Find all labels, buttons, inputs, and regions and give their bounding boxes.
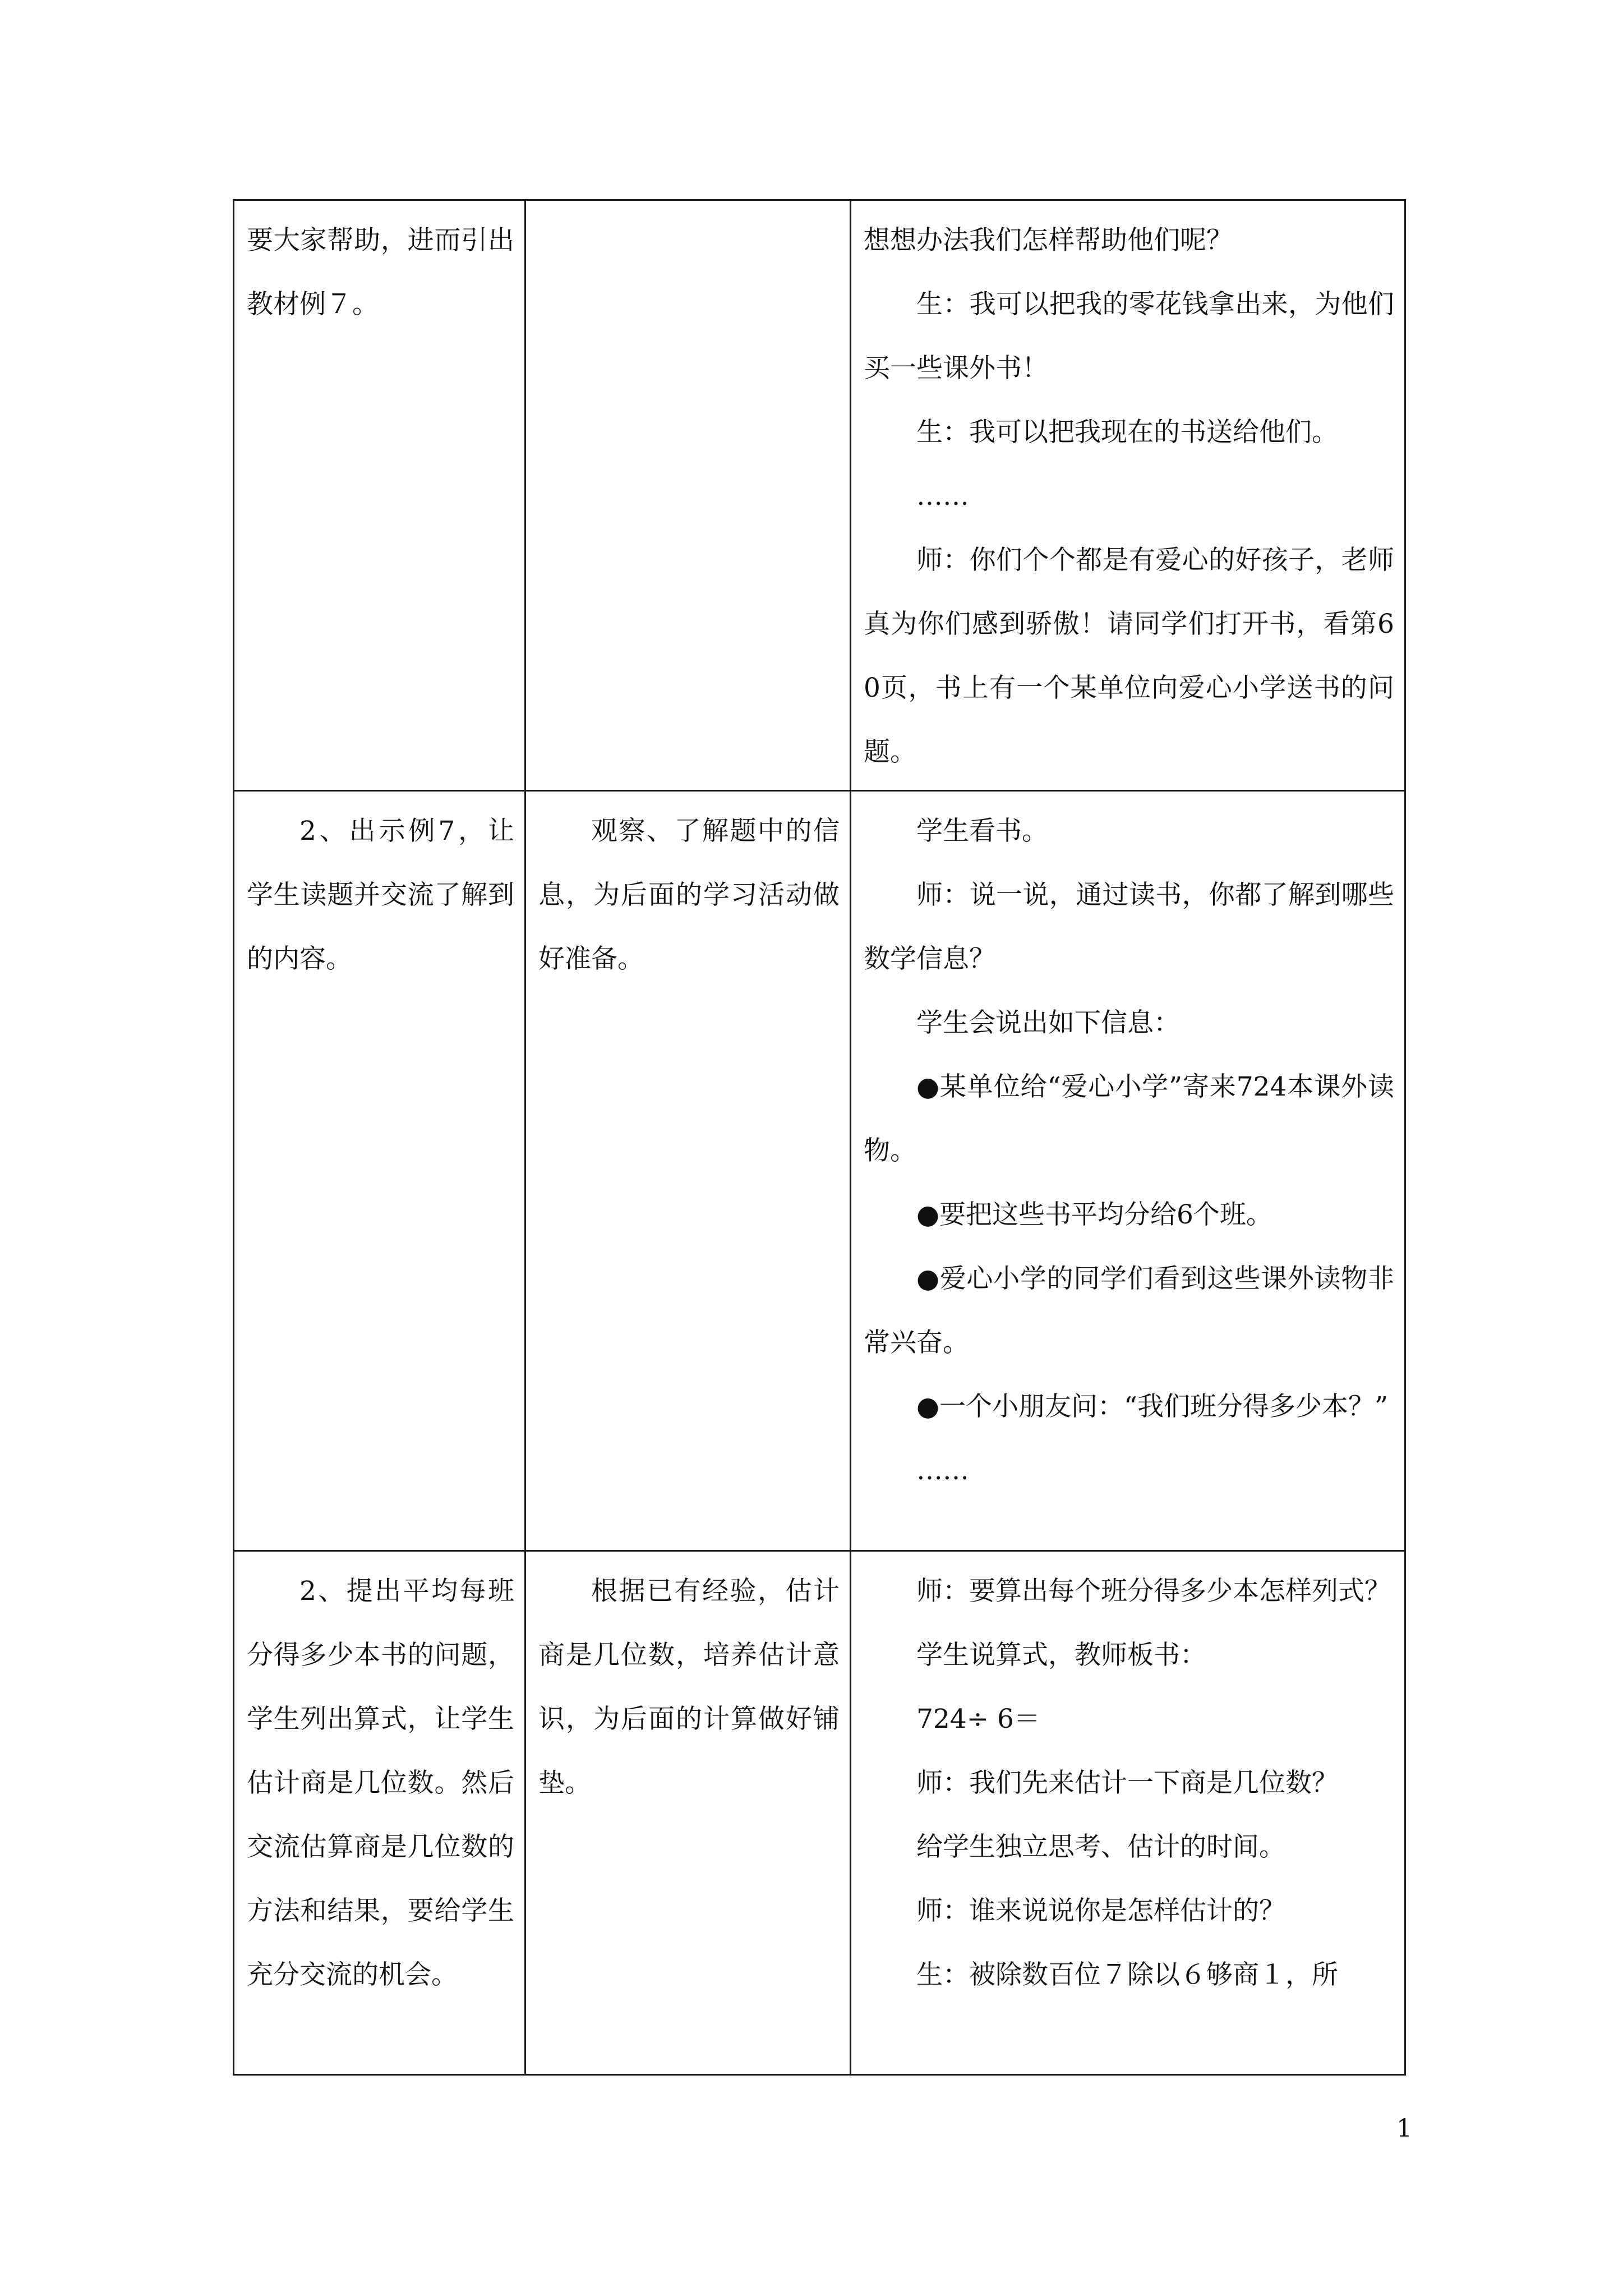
cell-paragraph: 师：我们先来估计一下商是几位数？ [916,1768,1338,1798]
cell-paragraph: 根据已有经验，估计商是几位数，培养估计意识，为后面的计算做好铺垫。 [538,1576,840,1798]
design-intent-cell [525,200,851,791]
cell-paragraph: 观察、了解题中的信息，为后面的学习活动做好准备。 [538,816,840,974]
cell-paragraph: …… [916,1455,969,1486]
lesson-plan-table [233,199,1406,2076]
design-intent-cell [525,791,851,1551]
cell-paragraph: 要大家帮助，进而引出教材例７。 [247,225,514,320]
cell-paragraph: 学生看书。 [916,816,1048,846]
teacher-activity-cell [234,1551,525,2075]
cell-paragraph: 学生说算式，教师板书： [916,1640,1206,1671]
cell-paragraph: …… [916,481,969,512]
cell-paragraph: ●爱心小学的同学们看到这些课外读物非常兴奋。 [864,1263,1394,1358]
cell-paragraph: 2、出示例7，让学生读题并交流了解到的内容。 [247,816,514,974]
cell-paragraph: 生：被除数百位７除以６够商１，所 [916,1959,1338,1990]
cell-paragraph: 想想办法我们怎样帮助他们呢？ [864,225,1233,256]
cell-paragraph: 724÷ 6＝ [916,1704,1040,1734]
cell-paragraph: 生：我可以把我的零花钱拿出来，为他们买一些课外书！ [864,289,1394,384]
teacher-activity-cell [234,200,525,791]
table-row [234,200,1405,791]
cell-paragraph: 师：要算出每个班分得多少本怎样列式？ [916,1576,1391,1607]
cell-paragraph: 师：说一说，通过读书，你都了解到哪些数学信息？ [864,880,1394,974]
cell-paragraph: ●一个小朋友问：“我们班分得多少本？” [916,1391,1389,1422]
teacher-activity-cell [234,791,525,1551]
cell-paragraph: 2、提出平均每班分得多少本书的问题，学生列出算式，让学生估计商是几位数。然后交流估算商是几位数的方法和结果，要给学生充分交流的机会。 [247,1576,514,1990]
cell-paragraph: 师：谁来说说你是怎样估计的？ [916,1895,1285,1926]
cell-paragraph: 生：我可以把我现在的书送给他们。 [916,417,1338,448]
classroom-dialogue-cell [851,200,1405,791]
table-row [234,791,1405,1551]
cell-paragraph: ●要把这些书平均分给6个班。 [916,1199,1272,1230]
cell-paragraph: 学生会说出如下信息： [916,1007,1180,1038]
cell-paragraph: ●某单位给“爱心小学”寄来724本课外读物。 [864,1071,1394,1166]
table-row [234,1551,1405,2075]
cell-paragraph: 给学生独立思考、估计的时间。 [916,1832,1285,1862]
classroom-dialogue-cell [851,1551,1405,2075]
classroom-dialogue-cell [851,791,1405,1551]
page-number: 1 [1396,2114,1412,2143]
cell-paragraph: 师：你们个个都是有爱心的好孩子，老师真为你们感到骄傲！请同学们打开书，看第60页，书上有一个某单位向爱心小学送书的问题。 [864,545,1394,767]
design-intent-cell [525,1551,851,2075]
